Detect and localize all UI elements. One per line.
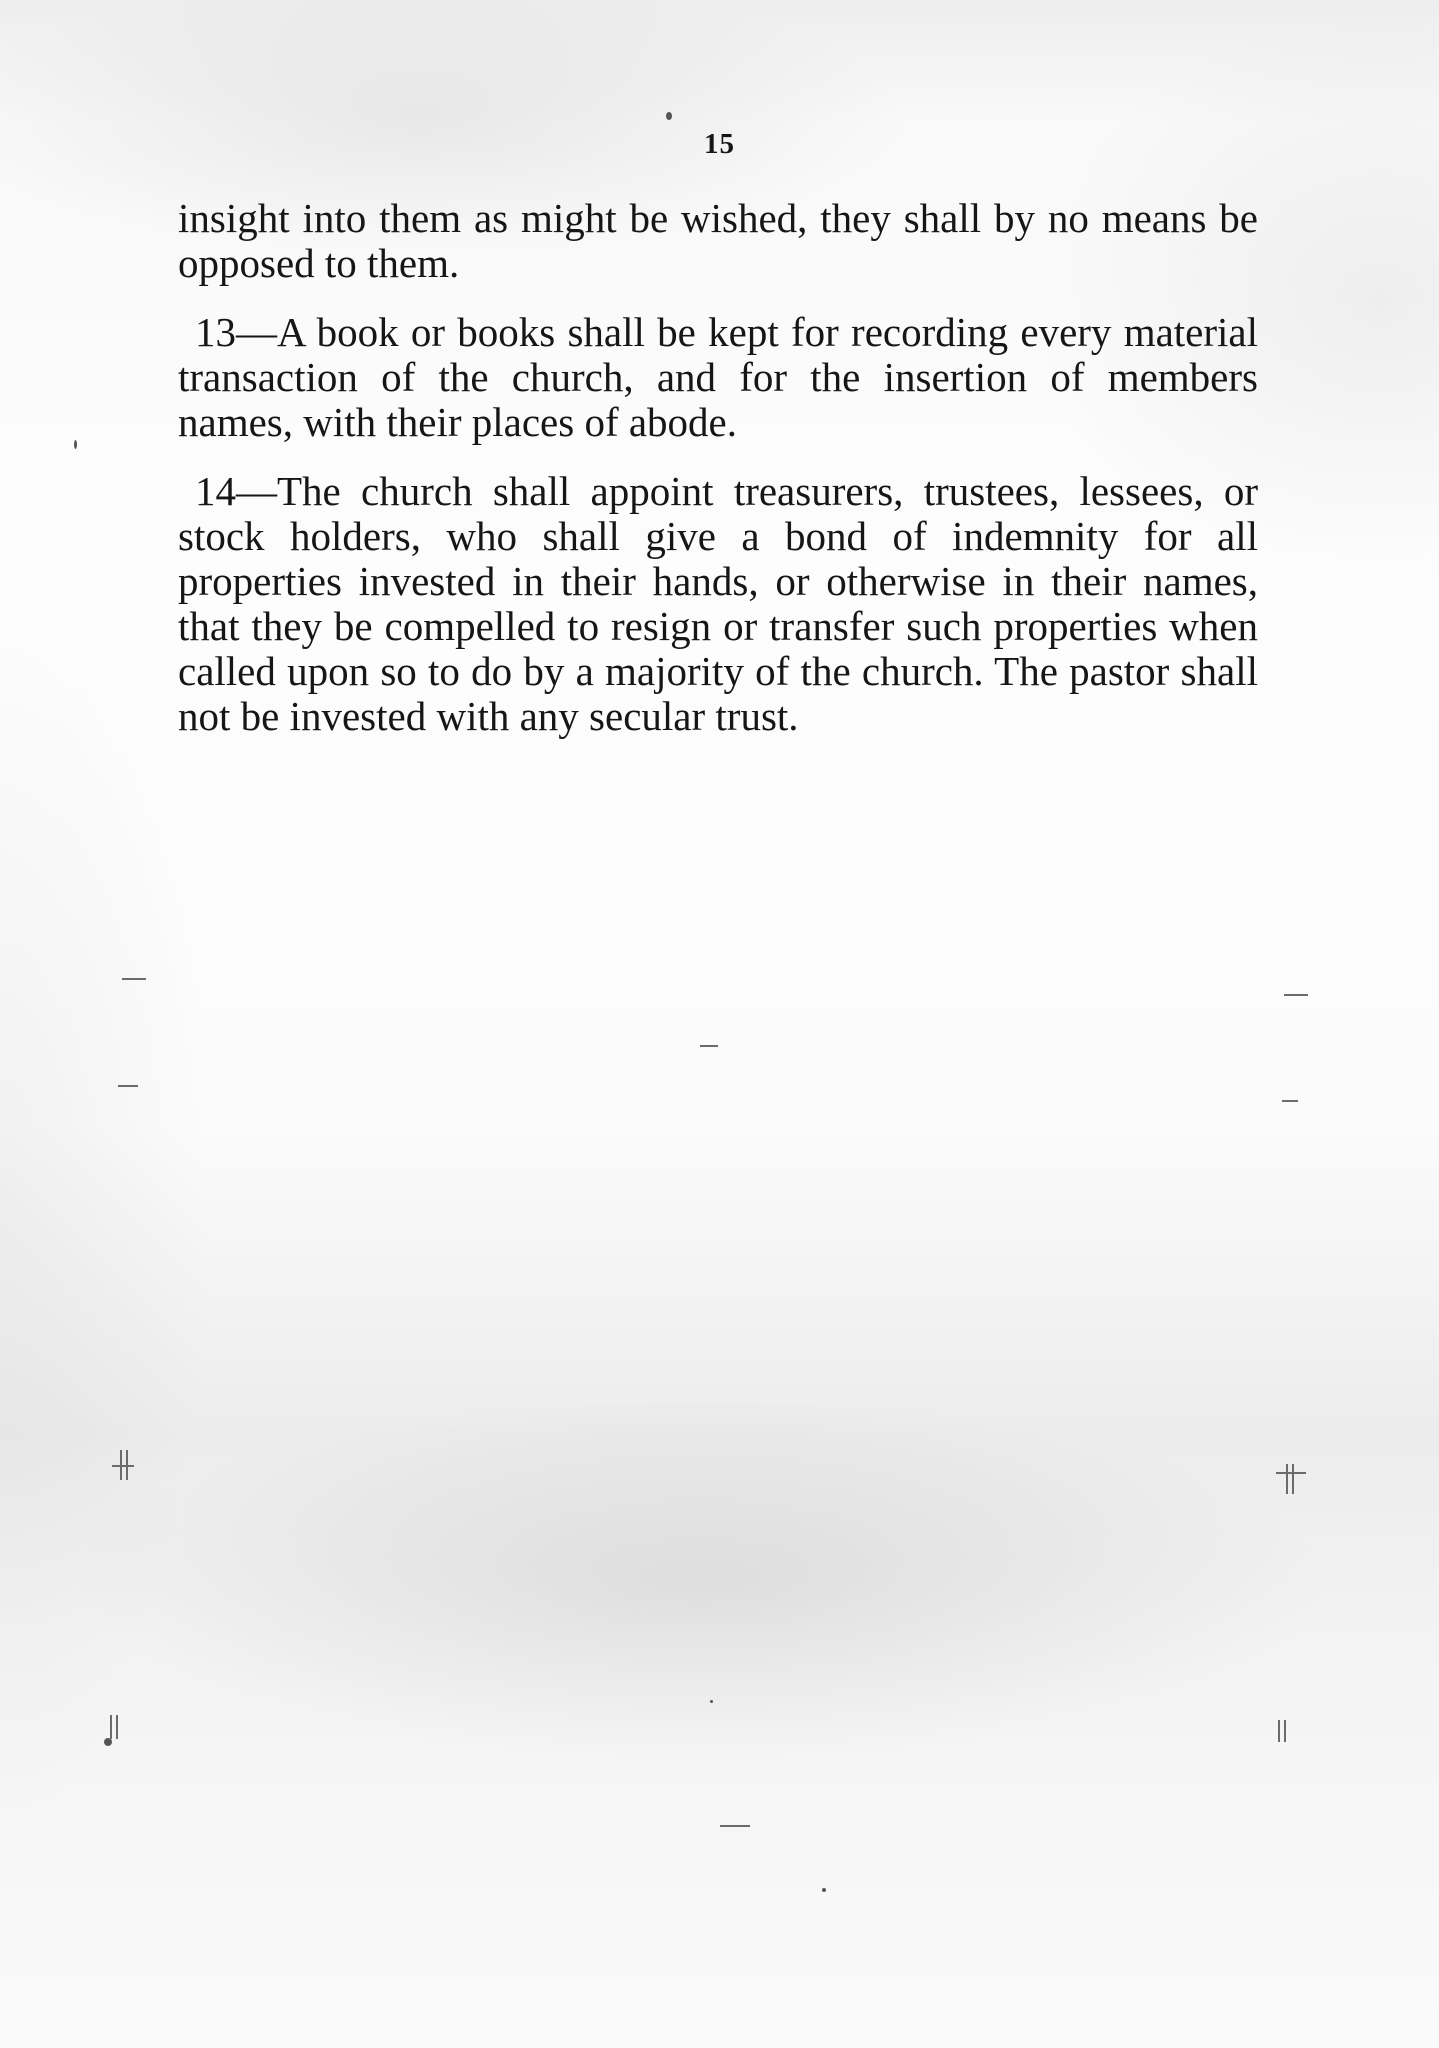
paragraph-rule-13: 13—A book or books shall be kept for recording every material transaction of the church, and for the insertion of members names, with their places of abode. xyxy=(178,309,1258,445)
paragraph-continuation: insight into them as might be wished, they shall by no means be opposed to them. xyxy=(178,195,1258,286)
scan-mark xyxy=(118,1085,138,1087)
scan-speck xyxy=(710,1700,713,1703)
scan-mark xyxy=(110,1715,112,1739)
scan-mark xyxy=(120,1450,122,1480)
scan-mark xyxy=(720,1825,750,1827)
scan-speck xyxy=(104,1738,112,1746)
scan-mark xyxy=(700,1045,718,1047)
scan-speck xyxy=(822,1888,826,1892)
scan-mark xyxy=(122,978,146,980)
scan-mark xyxy=(1276,1472,1306,1474)
scan-mark xyxy=(1292,1464,1294,1494)
scan-mark xyxy=(126,1450,128,1480)
scan-speck xyxy=(666,112,672,120)
scan-mark xyxy=(1284,994,1308,996)
scan-mark xyxy=(1278,1720,1280,1742)
body-text xyxy=(178,196,1258,763)
scan-mark xyxy=(116,1715,118,1739)
scan-mark xyxy=(112,1465,134,1467)
page-number: 15 xyxy=(704,128,735,160)
scan-speck xyxy=(74,440,77,449)
scan-mark xyxy=(1284,1720,1286,1742)
paragraph-rule-14: 14—The church shall appoint treasurers, trustees, lessees, or stock holders, who shall give a bond of indemnity for all properties invested in their hands, or otherwise in their names, that they be compelled to resign or transfer such properties when called upon so to do by a majority of the church. The pastor shall not be invested with any secular trust. xyxy=(178,468,1258,739)
scan-mark xyxy=(1286,1464,1288,1494)
scan-mark xyxy=(1282,1100,1298,1102)
